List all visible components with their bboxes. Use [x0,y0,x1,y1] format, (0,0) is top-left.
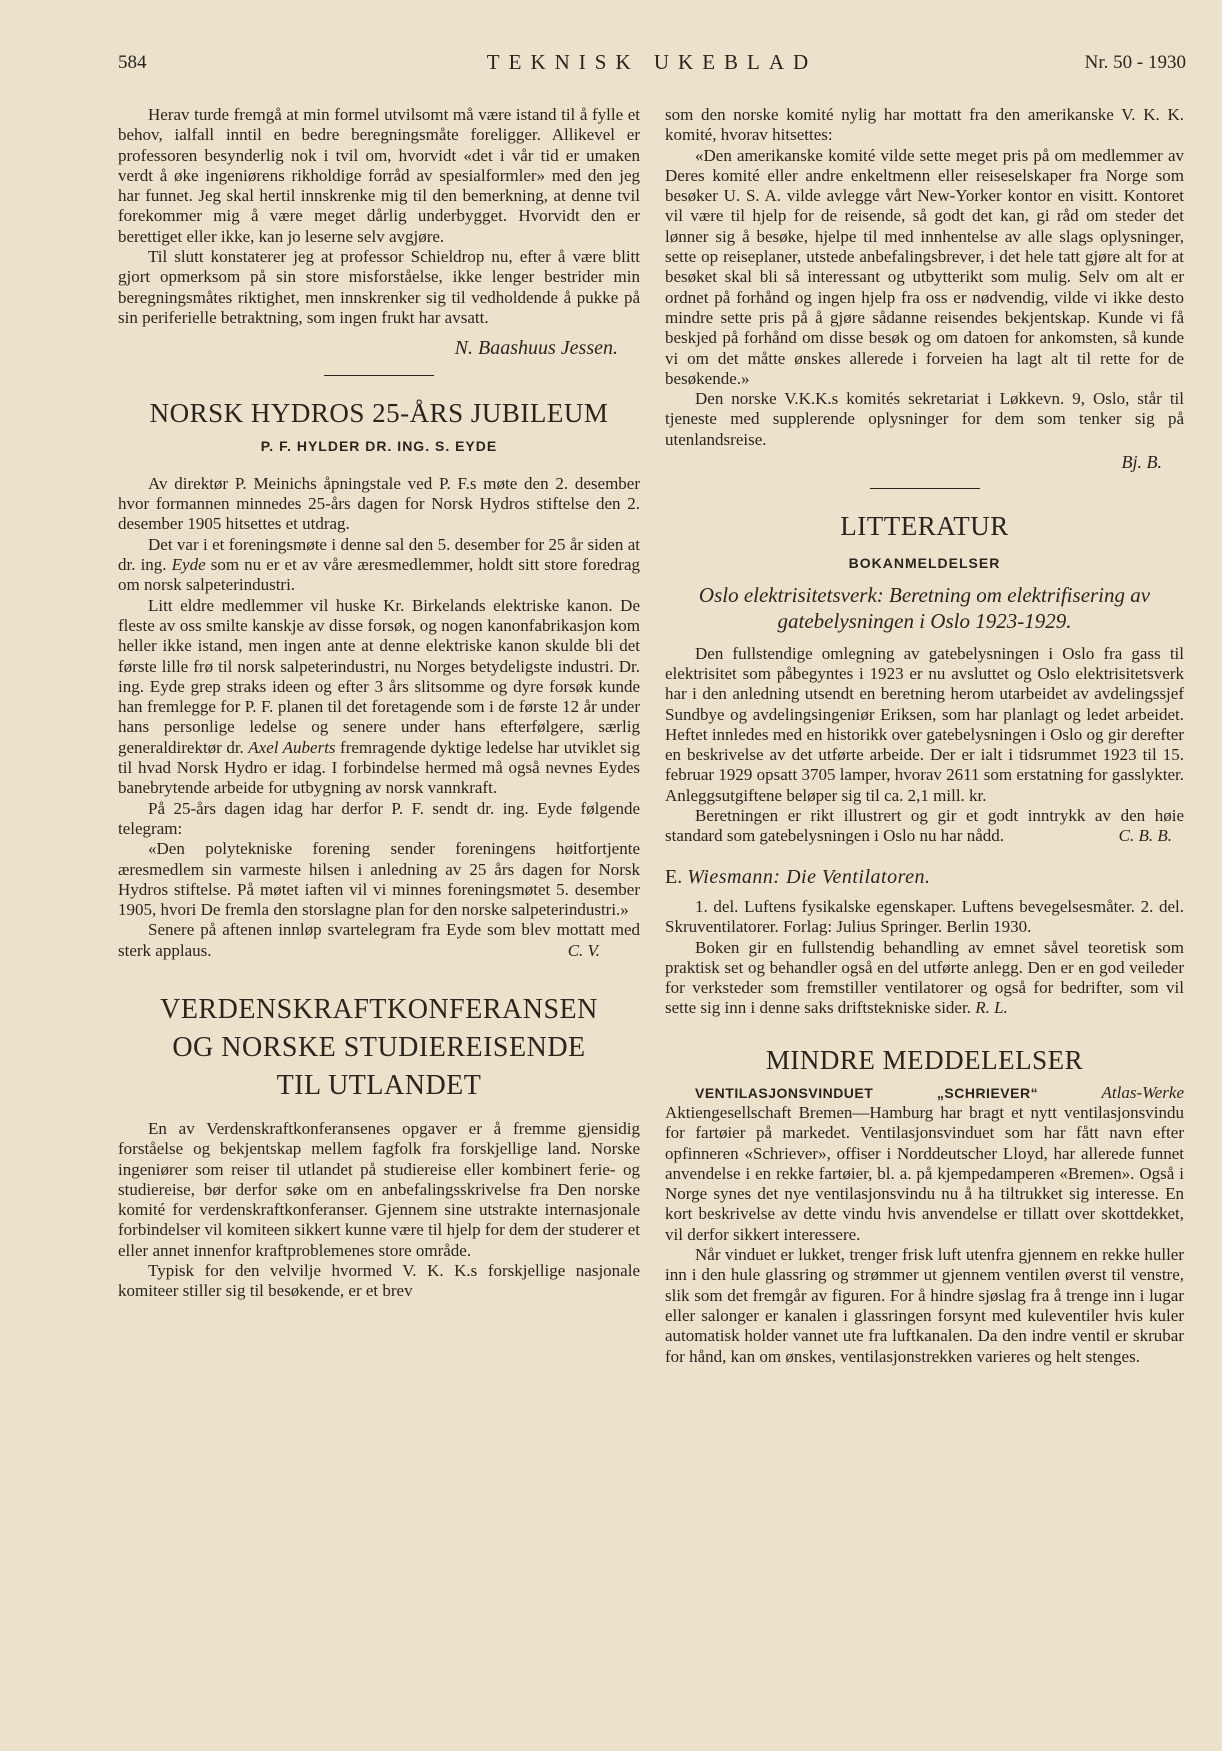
hydro-signature: C. V. [567,940,600,960]
mindre-paragraph-2: Når vinduet er lukket, trenger frisk luft utenfra gjennem en rekke huller inn i den hule glassring og strømmer ut gjennem ventilen øverst til venstre, slik som det fremgår av figuren. For å hindre sjøslag fra å trenge inn i lugar eller salonger er kanalen i glassringen forsynt med kuleventiler hvis kuler automatisk holder vannet ute fra luftkanalen. Da den indre ventil er skrubar for hånd, kan om ønskes, ventilasjonstrekken varieres og helt stenges. [665,1245,1184,1366]
verdens-heading: VERDENSKRAFTKONFERANSEN OG NORSKE STUDIEREISENDE TIL UTLANDET [160,993,598,1101]
hydro-paragraph-1: Av direktør P. Meinichs åpningstale ved P. F.s møte den 2. desember hvor formannen minnedes 25-års dagen for Norsk Hydros stiftelse den 2. desember 1905 hitsettes et utdrag. [118,473,640,534]
reply-signature: N. Baashuus Jessen. [454,337,618,360]
verdens-paragraph-2: Typisk for den velvilje hvormed V. K. K.s forskjellige nasjonale komiteer stiller sig til besøkende, er et brev [118,1261,640,1301]
section-divider [324,375,434,376]
aubert-name: Axel Auberts [248,737,336,757]
right-column [665,105,1184,1367]
section-divider-2 [870,488,980,489]
book1-paragraph-1: Den fullstendige omlegning av gatebelysningen i Oslo fra gass til elektrisitet som påbegyntes i 1923 er nu avsluttet og Oslo elektrisitetsverk har i den anledning utsendt en beretning herom utarbeidet av avdelingssjef Sundbye og avdelingsingeniør Eriksen, som har planlagt og ledet arbeidet. Heftet innledes med en historikk over gatebelysningen i Oslo og gir derefter en beskrivelse av det utførte arbeide. Der er ialt i tidsrummet 1923 til 15. februar 1929 opsatt 3705 lamper, hvorav 2611 som erstatning for gasslykter. Anleggsutgiftene beløper sig til ca. 2,1 mill. kr. [665,643,1184,805]
mindre-paragraph-1: VENTILASJONSVINDUET „SCHRIEVER“ Atlas-Werke Aktiengesellschaft Bremen—Hamburg har bragt et nytt ventilasjonsvindu for fartøier på markedet. Ventilasjonsvinduet som har fått navn efter opfinneren «Schriever», offiser i Norddeutscher Lloyd, har allerede funnet anvendelse i en rekke fartøier, bl. a. på kjempedamperen «Bremen». Også i Norge synes det nye ventilasjonsvindu nu å ha tiltrukket sig interesse. En kort beskrivelse av dette vindu hvis anvendelse er tillatt over skottdekket, vil derfor sikkert interessere. [665,1082,1184,1244]
hydro-heading: NORSK HYDROS 25-ÅRS JUBILEUM [149,397,609,428]
schriever-lead: VENTILASJONSVINDUET „SCHRIEVER“ [695,1084,1039,1101]
hydro-telegram: «Den polytekniske forening sender foreningens høitfortjente æresmedlem sin varmeste hilsen i anledning av 25 års dagen for Norsk Hydros stiftelse. På møtet iaften vil vi minnes foreningsmøtet 5. desember 1905, hvori De fremla den storslagne plan for den norske salpeterindustri.» [118,839,640,920]
hydro-paragraph-3: Litt eldre medlemmer vil huske Kr. Birkelands elektriske kanon. De fleste av oss smilte kanskje av disse forsøk, og nogen kanonfabrikasjon kom heller ikke istand, men ingen ante at denne elektriske kanon skulde bli det første lille frø til norsk salpeterindustri, nu Norges betydeligste industri. Dr. ing. Eyde grep straks ideen og efter 3 års slitsomme og dyre forsøk kunde han fremlegge for P. F. planen til det foretagende som i de første 12 år under hans personlige ledelse og senere under hans efterfølgere, særlig generaldirektør dr. Axel Auberts fremragende dyktige ledelse har utviklet sig til hvad Norsk Hydro er idag. I forbindelse hermed må også nevnes Eydes banebrytende arbeide for utbygning av norsk vannkraft. [118,595,641,798]
reply-paragraph-2: Til slutt konstaterer jeg at professor Schieldrop nu, efter å være blitt gjort opmerksom på sin store misforståelse, ikke lenger bestrider min beregningsmåtes riktighet, men innskrenker sig til vedholdende å pukke på sin periferielle betraktning, som ingen frukt har avsatt. [118,247,640,327]
verdens-cont-paragraph-1: som den norske komité nylig har mottatt fra den amerikanske V. K. K. komité, hvorav hitsettes: [665,105,1184,145]
book2-signature: R. L. [975,998,1008,1018]
book1-title: Oslo elektrisitetsverk: Beretning om elektrifisering av gatebelysningen i Oslo 1923-1929. [698,582,1151,633]
hydro-paragraph-6: Senere på aftenen innløp svartelegram fra Eyde som blev mottatt med sterk applaus. C. V. [118,920,640,960]
atlas-werke: Atlas-Werke [1101,1082,1184,1102]
book1-signature: C. B. B. [1118,826,1172,846]
reply-paragraph-1: Herav turde fremgå at min formel utvilsomt må være istand til å fylle et behov, ialfall inntil en bedre beregningsmåte foreligger. Allikevel er professoren besynderlig nok i tvil om, hvorvidt «det i vår tid er umaken verdt å øke ingeniørens rikholdige forråd av spesialformler» med den jeg har funnet. Jeg skal hertil innskrenke mig til den bemerkning, at denne tvil forekommer mig å være meget dårlig underbygget. Hvorvidt den er berettiget eller ikke, kan jo leserne selv avgjøre. [118,105,640,246]
page-number: 584 [118,52,147,73]
hydro-paragraph-4: På 25-års dagen idag har derfor P. F. sendt dr. ing. Eyde følgende telegram: [118,798,640,838]
hydro-paragraph-2: Det var i et foreningsmøte i denne sal den 5. desember for 25 år siden at dr. ing. Eyde som nu er et av våre æresmedlemmer, holdt sitt store foredrag om norsk salpeterindustri. [118,534,640,595]
book2-paragraph-2: Boken gir en fullstendig behandling av emnet såvel teoretisk som praktisk set og behandler også en del utførte anlegg. Den er en god veileder for verksteder som fremstiller ventilatorer og også for bedrifter, som vil sette sig inn i denne saks driftstekniske sider. R. L. [665,937,1184,1018]
page-header [118,52,1186,82]
issue-number: Nr. 50 - 1930 [1084,52,1186,73]
verdens-signature: Bj. B. [1121,452,1162,473]
book2-paragraph-1: 1. del. Luftens fysikalske egenskaper. Luftens bevegelsesmåter. 2. del. Skruventilatorer. Forlag: Julius Springer. Berlin 1930. [665,896,1184,937]
litteratur-heading: LITTERATUR [840,511,1009,542]
eyde-name: Eyde [171,555,206,575]
verdens-cont-paragraph-3: Den norske V.K.K.s komités sekretariat i Løkkevn. 9, Oslo, står til tjeneste med supplerende oplysninger for dem som tenker sig på utenlandsreise. [665,389,1184,449]
mindre-heading: MINDRE MEDDELELSER [765,1044,1084,1075]
bokanmeldelser-subheading: BOKANMELDELSER [848,555,1001,572]
verdens-cont-letter: «Den amerikanske komité vilde sette meget pris på om medlemmer av Deres komité eller andre enkeltmenn eller reiseselskaper fra Norge som besøker U. S. A. vilde avlegge vårt New-Yorker kontor en visitt. Kontoret vil være til hjelp for de reisende, så godt det kan, gi råd om steder det lønner sig å besøke, hjelpe til med innhentelse av alle slags oplysninger, sette op reiseplaner, utstede anbefalingsbrever, i det hele tatt gjøre alt for at besøket skal bli så interessant og utbytterikt som mulig. Selv om alt er ordnet på forhånd og ingen hjelp fra oss er nødvendig, vilde vi ikke desto mindre sette pris på å gjøre sådanne reisendes bekjentskap. Kunde vi få beskjed på forhånd om disse besøk og om datoen for ankomsten, så kunde vi om det måtte ønskes allerede i forveien ha lagt alt til rette for de besøkende.» [665,145,1184,388]
journal-title: TEKNISK UKEBLAD [486,50,818,74]
book1-paragraph-2: Beretningen er rikt illustrert og gir et godt inntrykk av den høie standard som gatebelysningen i Oslo nu har nådd. C. B. B. [665,806,1184,846]
hydro-byline: P. F. HYLDER DR. ING. S. EYDE [260,437,498,454]
left-column [118,105,640,1302]
verdens-paragraph-1: En av Verdenskraftkonferansenes opgaver er å fremme gjensidig forståelse og bekjentskap mellem fagfolk fra forskjellige land. Norske ingeniører som reiser til utlandet på studiereise eller kombinert ferie- og studiereise, bør derfor søke om en anbefalingsskrivelse fra Den norske komité for verdenskraftkonferanser. Gjennem sine utstrakte internasjonale forbindelser vil komiteen sikkert kunne være til hjelp for dem der studerer et eller annet innenfor kraftproblemenes store område. [118,1118,640,1260]
book2-heading: E. Wiesmann: Die Ventilatoren. [665,865,931,888]
